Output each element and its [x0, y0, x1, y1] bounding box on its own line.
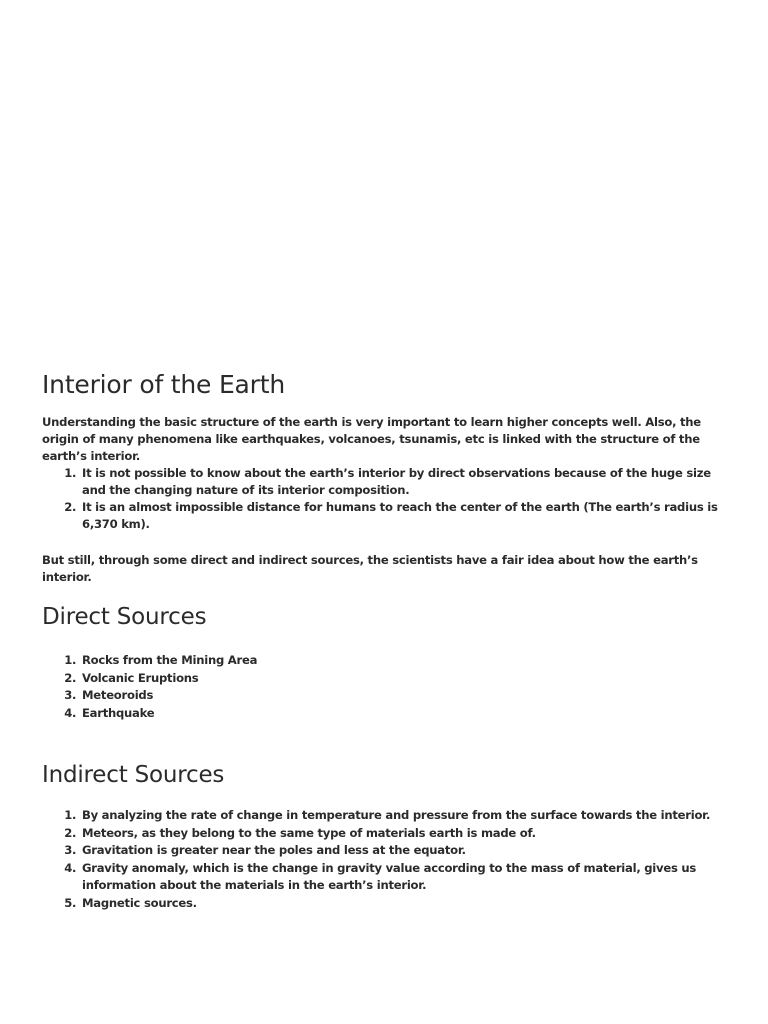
- reasons-list: [42, 465, 732, 533]
- page-title: Interior of the Earth: [42, 370, 286, 399]
- list-item: 1. It is not possible to know about the earth’s interior by direct observations because of the huge size and the changing nature of its interior composition.: [80, 465, 732, 499]
- list-item: 2. Meteors, as they belong to the same type of materials earth is made of.: [80, 825, 732, 843]
- list-item: 5. Magnetic sources.: [80, 895, 732, 913]
- direct-sources-list: [42, 652, 732, 722]
- list-item: 2. Volcanic Eruptions: [80, 670, 732, 688]
- list-item: 1. By analyzing the rate of change in temperature and pressure from the surface towards the interior.: [80, 807, 732, 825]
- document-body: [42, 368, 732, 912]
- list-item: 2. It is an almost impossible distance for humans to reach the center of the earth (The earth’s radius is 6,370 km).: [80, 499, 732, 533]
- list-item: 4. Earthquake: [80, 705, 732, 723]
- section-heading-indirect: Indirect Sources: [42, 762, 225, 788]
- section-heading-direct: Direct Sources: [42, 604, 207, 630]
- list-item: 4. Gravity anomaly, which is the change in gravity value according to the mass of material, gives us information about the materials in the earth’s interior.: [80, 860, 732, 895]
- indirect-sources-list: [42, 807, 732, 912]
- list-item: 3. Gravitation is greater near the poles and less at the equator.: [80, 842, 732, 860]
- list-item: 3. Meteoroids: [80, 687, 732, 705]
- list-item: 1. Rocks from the Mining Area: [80, 652, 732, 670]
- intro-paragraph: Understanding the basic structure of the earth is very important to learn higher concepts well. Also, the origin of many phenomena like earthquakes, volcanoes, tsunamis, etc is linked with the structure of the earth’s interior.: [42, 415, 701, 463]
- conclusion-paragraph: But still, through some direct and indirect sources, the scientists have a fair idea about how the earth’s interior.: [42, 553, 698, 584]
